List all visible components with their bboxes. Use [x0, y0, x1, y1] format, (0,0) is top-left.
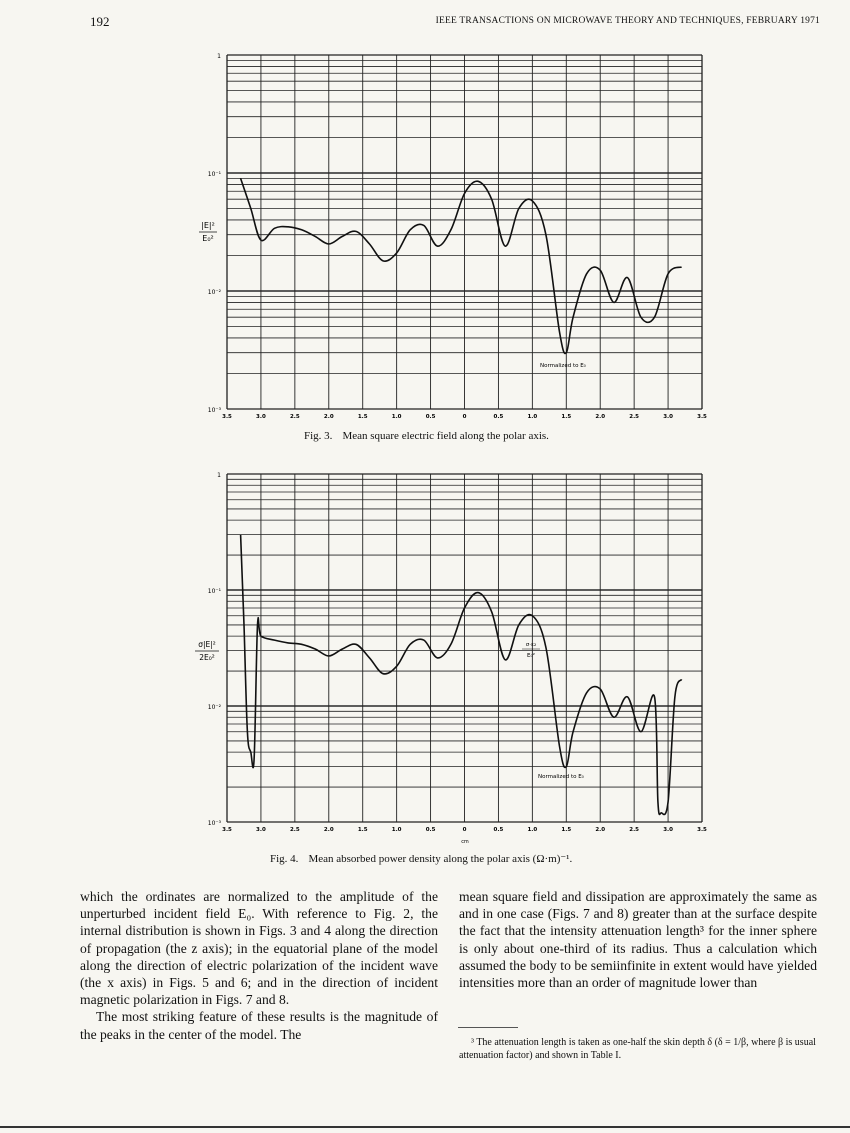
footnote-rule	[458, 1027, 518, 1028]
x-tick-label: 3.0	[256, 827, 266, 833]
x-tick-label: 3.5	[222, 414, 232, 420]
x-tick-label: 3.0	[663, 414, 673, 420]
y-tick-label: 10⁻³	[207, 407, 221, 414]
y-tick-label: 10⁻³	[207, 820, 221, 827]
figure-3-x-ticks	[222, 414, 707, 420]
x-tick-label: 1.0	[391, 414, 402, 420]
figure-3-caption	[304, 430, 549, 442]
journal-title: IEEE TRANSACTIONS ON MICROWAVE THEORY AND TECHNIQUES, FEBRUARY 1971	[435, 16, 820, 26]
x-tick-label: 3.0	[256, 414, 266, 420]
x-tick-label: 1.5	[561, 827, 572, 833]
figure-4-inner-label-den: E₀²	[527, 653, 535, 659]
x-tick-label: 2.0	[323, 827, 334, 833]
figure-4-y-ticks	[208, 472, 222, 827]
figure-3-caption-text: Mean square electric field along the polar axis.	[342, 430, 549, 442]
body-column-right	[459, 888, 817, 991]
x-tick-label: 0.5	[493, 414, 504, 420]
x-tick-label: 0.5	[425, 414, 436, 420]
footnote: ³ The attenuation length is taken as one-half the skin depth δ (δ = 1/β, where β is usual attenuation factor) and shown in Table I.	[459, 1037, 816, 1061]
x-tick-label: 0	[462, 414, 467, 420]
x-tick-label: 3.5	[697, 414, 707, 420]
body-paragraph: which the ordinates are normalized to the amplitude of the unperturbed incident field E₀. With reference to Fig. 2, the internal distribution is shown in Figs. 3 and 4 along the direction of propagation (the z axis); in the equatorial plane of the model along the direction of electric polarization of the incident wave (the x axis) in Figs. 5 and 6; and in the direction of incident magnetic polarization in Figs. 7 and 8.	[80, 889, 438, 1008]
figure-4-chart	[150, 464, 730, 854]
y-tick-label: 10⁻²	[207, 704, 221, 711]
figure-3-y-label-num: |E|²	[201, 221, 215, 230]
figure-4-y-label-num: σ|E|²	[198, 640, 216, 649]
x-tick-label: 2.0	[595, 827, 606, 833]
x-tick-label: 2.0	[595, 414, 606, 420]
figure-4-x-ticks	[222, 827, 707, 833]
page-bottom-rule	[0, 1126, 850, 1128]
figure-4-caption	[270, 852, 572, 865]
x-tick-label: 1.5	[561, 414, 572, 420]
page-number: 192	[90, 14, 110, 29]
body-paragraph: The most striking feature of these results is the magnitude of the peaks in the center of the model. The	[80, 1009, 438, 1042]
x-tick-label: 2.0	[323, 414, 334, 420]
x-tick-label: 0.5	[425, 827, 436, 833]
x-tick-label: 2.5	[289, 827, 300, 833]
x-tick-label: 0.5	[493, 827, 504, 833]
figure-4-number: Fig. 4.	[270, 853, 299, 865]
x-tick-label: 2.5	[289, 414, 300, 420]
figure-3-number: Fig. 3.	[304, 430, 333, 442]
body-paragraph: mean square field and dissipation are approximately the same as and in one case (Figs. 7 and 8) greater than at the surface despite the fact that the intensity attenuation length³ for the inner sphere is only about one-third of its radius. Thus a calculation which assumed the body to be semiinfinite in extent would have yielded intensities more than an order of magnitude lower than	[459, 889, 817, 991]
x-tick-label: 3.5	[222, 827, 232, 833]
x-tick-label: 2.5	[629, 827, 640, 833]
x-tick-label: 0	[462, 827, 467, 833]
figure-4-grid	[227, 474, 702, 822]
x-tick-label: 2.5	[629, 414, 640, 420]
figure-3-series-line	[241, 178, 682, 353]
y-tick-label: 1	[217, 472, 221, 479]
x-tick-label: 3.5	[697, 827, 707, 833]
figure-4-caption-text: Mean absorbed power density along the polar axis (Ω·m)⁻¹.	[308, 853, 573, 865]
y-tick-label: 1	[217, 53, 221, 60]
x-tick-label: 1.5	[357, 414, 368, 420]
figure-4-inner-label-num: σ·ε₂	[525, 642, 537, 648]
body-column-left	[80, 888, 438, 1043]
figure-3-chart	[150, 42, 730, 442]
figure-3-y-label-den: E₀²	[202, 234, 214, 243]
x-tick-label: 1.0	[391, 827, 402, 833]
x-tick-label: 1.5	[357, 827, 368, 833]
figure-3-grid	[227, 55, 702, 409]
figure-4-annotation: Normalized to E₀	[538, 774, 584, 780]
figure-4-axis-symbol: cm	[461, 839, 469, 845]
y-tick-label: 10⁻¹	[207, 588, 221, 595]
x-tick-label: 3.0	[663, 827, 673, 833]
x-tick-label: 1.0	[527, 414, 538, 420]
figure-4-y-label-den: 2E₀²	[199, 653, 215, 662]
figure-4-series-line	[241, 535, 682, 815]
y-tick-label: 10⁻²	[207, 289, 221, 296]
page-header	[0, 14, 850, 34]
x-tick-label: 1.0	[527, 827, 538, 833]
figure-3-annotation: Normalized to E₀	[540, 363, 586, 369]
y-tick-label: 10⁻¹	[207, 171, 221, 178]
